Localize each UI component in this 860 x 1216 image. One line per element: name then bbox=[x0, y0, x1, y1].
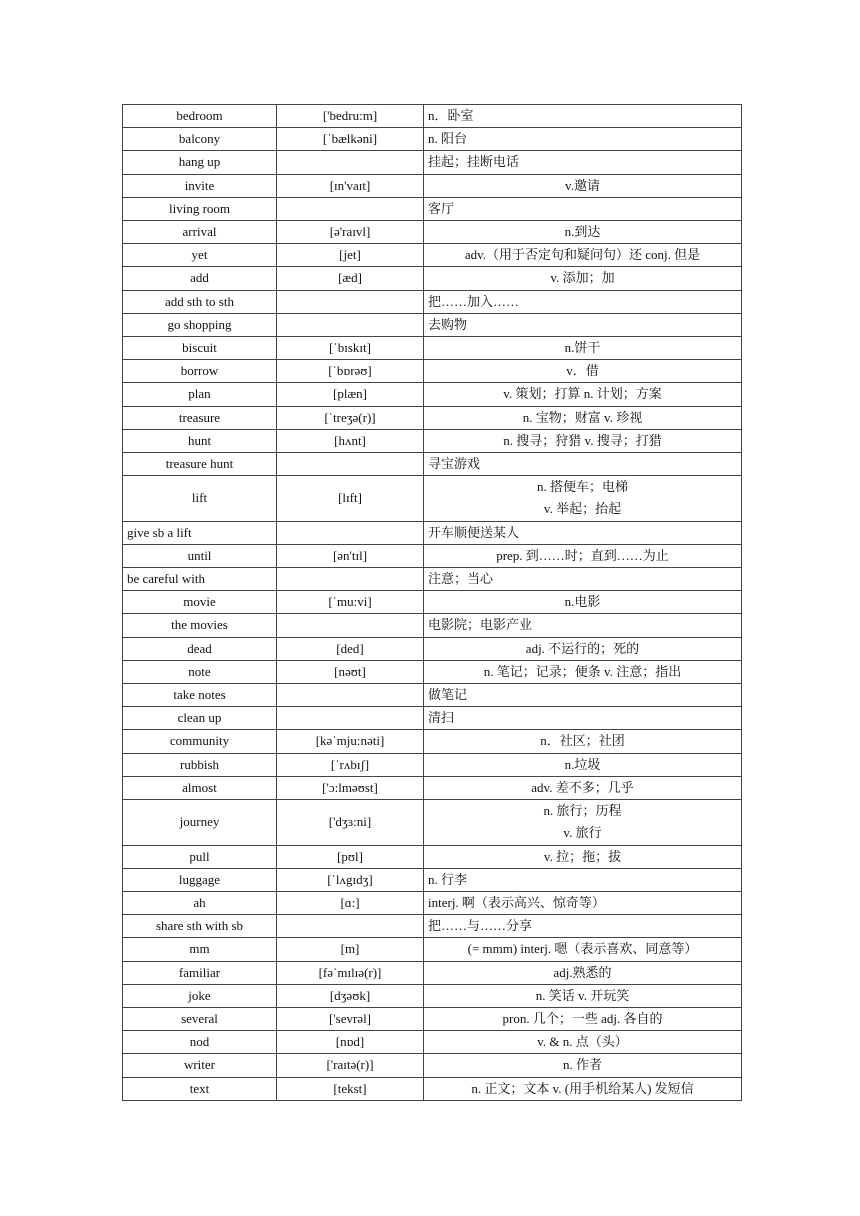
vocab-row bbox=[123, 961, 742, 984]
phonetic-cell bbox=[277, 521, 424, 544]
phonetic-cell: [ɪn'vaɪt] bbox=[277, 174, 424, 197]
meaning-line: 挂起；挂断电话 bbox=[428, 154, 520, 170]
word-cell: treasure hunt bbox=[123, 453, 277, 476]
vocab-row bbox=[123, 313, 742, 336]
phonetic-cell: [ˈbɪskɪt] bbox=[277, 337, 424, 360]
meaning-cell bbox=[424, 591, 742, 614]
vocab-row bbox=[123, 891, 742, 914]
vocab-row bbox=[123, 105, 742, 128]
vocab-row bbox=[123, 776, 742, 799]
meaning-line: n. 宝物；财富 v. 珍视 bbox=[522, 409, 643, 425]
meaning-cell bbox=[424, 915, 742, 938]
meaning-cell bbox=[424, 476, 742, 521]
word-cell: give sb a lift bbox=[123, 521, 277, 544]
meaning-line: n．社区；社团 bbox=[540, 733, 625, 749]
word-cell: the movies bbox=[123, 614, 277, 637]
meaning-cell bbox=[424, 383, 742, 406]
phonetic-cell: [lɪft] bbox=[277, 476, 424, 521]
meaning-line: v. 策划；打算 n. 计划；方案 bbox=[503, 386, 662, 402]
phonetic-cell: [æd] bbox=[277, 267, 424, 290]
meaning-line: n. 笔记；记录；便条 v. 注意；指出 bbox=[483, 663, 682, 679]
meaning-cell bbox=[424, 1007, 742, 1030]
word-cell: familiar bbox=[123, 961, 277, 984]
meaning-cell bbox=[424, 1077, 742, 1100]
meaning-line: v.邀请 bbox=[565, 177, 600, 193]
phonetic-cell: ['sevrəl] bbox=[277, 1007, 424, 1030]
meaning-cell bbox=[424, 984, 742, 1007]
meaning-line: n. 正文；文本 v. (用手机给某人) 发短信 bbox=[471, 1080, 694, 1096]
word-cell: balcony bbox=[123, 128, 277, 151]
vocab-row bbox=[123, 128, 742, 151]
meaning-cell bbox=[424, 568, 742, 591]
vocab-row bbox=[123, 383, 742, 406]
phonetic-cell: ['raɪtə(r)] bbox=[277, 1054, 424, 1077]
word-cell: go shopping bbox=[123, 313, 277, 336]
meaning-cell bbox=[424, 544, 742, 567]
meaning-line: 寻宝游戏 bbox=[428, 456, 481, 472]
meaning-cell bbox=[424, 868, 742, 891]
meaning-cell bbox=[424, 128, 742, 151]
word-cell: add sth to sth bbox=[123, 290, 277, 313]
phonetic-cell: [ˈmu:vi] bbox=[277, 591, 424, 614]
vocab-row bbox=[123, 1077, 742, 1100]
meaning-cell bbox=[424, 521, 742, 544]
meaning-line: v. 举起；抬起 bbox=[543, 501, 622, 517]
phonetic-cell: [ˈbɒrəʊ] bbox=[277, 360, 424, 383]
phonetic-cell: [fəˈmɪlɪə(r)] bbox=[277, 961, 424, 984]
vocab-row bbox=[123, 800, 742, 845]
meaning-cell bbox=[424, 453, 742, 476]
word-cell: borrow bbox=[123, 360, 277, 383]
meaning-line: n.垃圾 bbox=[564, 756, 601, 772]
meaning-line: n.到达 bbox=[564, 224, 601, 240]
phonetic-cell bbox=[277, 313, 424, 336]
word-cell: rubbish bbox=[123, 753, 277, 776]
vocab-row bbox=[123, 360, 742, 383]
vocab-row bbox=[123, 290, 742, 313]
meaning-cell bbox=[424, 614, 742, 637]
meaning-line: pron. 几个；一些 adj. 各自的 bbox=[502, 1010, 663, 1026]
word-cell: clean up bbox=[123, 707, 277, 730]
word-cell: journey bbox=[123, 800, 277, 845]
phonetic-cell: ['ɔ:lməʊst] bbox=[277, 776, 424, 799]
meaning-cell bbox=[424, 221, 742, 244]
word-cell: bedroom bbox=[123, 105, 277, 128]
phonetic-cell: [tekst] bbox=[277, 1077, 424, 1100]
word-cell: luggage bbox=[123, 868, 277, 891]
vocab-row bbox=[123, 476, 742, 521]
meaning-line: v. 拉；拖；拔 bbox=[543, 848, 622, 864]
vocab-row bbox=[123, 151, 742, 174]
meaning-line: n. 笑话 v. 开玩笑 bbox=[535, 987, 630, 1003]
meaning-line: 做笔记 bbox=[428, 687, 468, 703]
phonetic-cell: [dʒəʊk] bbox=[277, 984, 424, 1007]
word-cell: hang up bbox=[123, 151, 277, 174]
word-cell: dead bbox=[123, 637, 277, 660]
meaning-line: interj. 啊（表示高兴、惊奇等） bbox=[428, 894, 605, 910]
phonetic-cell: [kəˈmju:nəti] bbox=[277, 730, 424, 753]
meaning-cell bbox=[424, 707, 742, 730]
word-cell: add bbox=[123, 267, 277, 290]
vocab-row bbox=[123, 521, 742, 544]
meaning-line: adj.熟悉的 bbox=[553, 964, 612, 980]
meaning-line: v. 旅行 bbox=[563, 825, 602, 841]
vocab-row bbox=[123, 868, 742, 891]
vocab-row bbox=[123, 684, 742, 707]
word-cell: text bbox=[123, 1077, 277, 1100]
meaning-line: 把……与……分享 bbox=[428, 918, 533, 934]
meaning-cell bbox=[424, 776, 742, 799]
vocabulary-table bbox=[122, 104, 742, 1101]
meaning-cell bbox=[424, 1031, 742, 1054]
meaning-line: adj. 不运行的；死的 bbox=[525, 640, 640, 656]
meaning-line: (= mmm) interj. 嗯（表示喜欢、同意等） bbox=[467, 941, 698, 957]
meaning-line: 把……加入…… bbox=[428, 293, 520, 309]
vocab-row bbox=[123, 544, 742, 567]
word-cell: mm bbox=[123, 938, 277, 961]
vocab-row bbox=[123, 221, 742, 244]
meaning-line: v. & n. 点（头） bbox=[537, 1034, 628, 1050]
vocab-row bbox=[123, 845, 742, 868]
meaning-line: n. 作者 bbox=[562, 1057, 602, 1073]
phonetic-cell: [plæn] bbox=[277, 383, 424, 406]
word-cell: treasure bbox=[123, 406, 277, 429]
phonetic-cell: [nəʊt] bbox=[277, 660, 424, 683]
meaning-line: n.饼干 bbox=[564, 340, 601, 356]
phonetic-cell bbox=[277, 453, 424, 476]
meaning-line: 电影院；电影产业 bbox=[428, 617, 533, 633]
meaning-line: v. 添加；加 bbox=[550, 270, 615, 286]
phonetic-cell: [hʌnt] bbox=[277, 429, 424, 452]
meaning-cell bbox=[424, 660, 742, 683]
word-cell: pull bbox=[123, 845, 277, 868]
vocab-row bbox=[123, 1054, 742, 1077]
phonetic-cell: [ɑ:] bbox=[277, 891, 424, 914]
phonetic-cell: ['dʒɜ:ni] bbox=[277, 800, 424, 845]
word-cell: hunt bbox=[123, 429, 277, 452]
meaning-line: n. 搜寻；狩猎 v. 搜寻；打猎 bbox=[503, 432, 662, 448]
word-cell: biscuit bbox=[123, 337, 277, 360]
vocab-row bbox=[123, 730, 742, 753]
meaning-cell bbox=[424, 938, 742, 961]
meaning-line: n. 行李 bbox=[428, 871, 468, 887]
phonetic-cell bbox=[277, 684, 424, 707]
meaning-line: n．卧室 bbox=[428, 108, 474, 123]
phonetic-cell: [ˈrʌbɪʃ] bbox=[277, 753, 424, 776]
meaning-cell bbox=[424, 800, 742, 845]
phonetic-cell bbox=[277, 151, 424, 174]
meaning-cell bbox=[424, 337, 742, 360]
phonetic-cell: [ən'tɪl] bbox=[277, 544, 424, 567]
phonetic-cell: [jet] bbox=[277, 244, 424, 267]
meaning-line: n. 阳台 bbox=[428, 131, 468, 147]
vocab-row bbox=[123, 637, 742, 660]
vocab-row bbox=[123, 915, 742, 938]
meaning-cell bbox=[424, 197, 742, 220]
phonetic-cell: [ə'raɪvl] bbox=[277, 221, 424, 244]
word-cell: yet bbox=[123, 244, 277, 267]
phonetic-cell bbox=[277, 707, 424, 730]
meaning-cell bbox=[424, 105, 742, 128]
word-cell: invite bbox=[123, 174, 277, 197]
vocab-row bbox=[123, 614, 742, 637]
meaning-line: v．借 bbox=[566, 363, 599, 379]
vocab-row bbox=[123, 660, 742, 683]
meaning-line: n.电影 bbox=[564, 594, 601, 610]
vocab-row bbox=[123, 174, 742, 197]
vocab-row bbox=[123, 267, 742, 290]
meaning-cell bbox=[424, 429, 742, 452]
meaning-cell bbox=[424, 891, 742, 914]
word-cell: writer bbox=[123, 1054, 277, 1077]
meaning-cell bbox=[424, 290, 742, 313]
meaning-cell bbox=[424, 313, 742, 336]
phonetic-cell: [pʊl] bbox=[277, 845, 424, 868]
word-cell: note bbox=[123, 660, 277, 683]
meaning-cell bbox=[424, 961, 742, 984]
word-cell: be careful with bbox=[123, 568, 277, 591]
word-cell: living room bbox=[123, 197, 277, 220]
meaning-line: 去购物 bbox=[428, 316, 468, 332]
meaning-line: adv. 差不多；几乎 bbox=[531, 779, 634, 795]
word-cell: until bbox=[123, 544, 277, 567]
phonetic-cell: [m] bbox=[277, 938, 424, 961]
phonetic-cell bbox=[277, 197, 424, 220]
meaning-cell bbox=[424, 845, 742, 868]
meaning-line: n. 搭便车；电梯 bbox=[536, 479, 628, 495]
vocab-row bbox=[123, 568, 742, 591]
word-cell: several bbox=[123, 1007, 277, 1030]
word-cell: nod bbox=[123, 1031, 277, 1054]
meaning-cell bbox=[424, 360, 742, 383]
phonetic-cell bbox=[277, 568, 424, 591]
phonetic-cell: [ded] bbox=[277, 637, 424, 660]
word-cell: movie bbox=[123, 591, 277, 614]
word-cell: ah bbox=[123, 891, 277, 914]
word-cell: joke bbox=[123, 984, 277, 1007]
phonetic-cell: [ˈlʌgɪdʒ] bbox=[277, 868, 424, 891]
meaning-cell bbox=[424, 637, 742, 660]
vocab-row bbox=[123, 1031, 742, 1054]
meaning-cell bbox=[424, 151, 742, 174]
phonetic-cell: ['bedru:m] bbox=[277, 105, 424, 128]
meaning-cell bbox=[424, 684, 742, 707]
word-cell: take notes bbox=[123, 684, 277, 707]
meaning-cell bbox=[424, 244, 742, 267]
meaning-cell bbox=[424, 730, 742, 753]
meaning-line: 客厅 bbox=[428, 200, 455, 216]
vocab-row bbox=[123, 197, 742, 220]
vocab-row bbox=[123, 1007, 742, 1030]
meaning-cell bbox=[424, 267, 742, 290]
vocab-row bbox=[123, 453, 742, 476]
vocab-row bbox=[123, 406, 742, 429]
vocab-row bbox=[123, 337, 742, 360]
phonetic-cell: [ˈtreʒə(r)] bbox=[277, 406, 424, 429]
meaning-cell bbox=[424, 406, 742, 429]
meaning-line: prep. 到……时；直到……为止 bbox=[496, 547, 669, 563]
meaning-line: 注意；当心 bbox=[428, 571, 494, 587]
vocab-row bbox=[123, 244, 742, 267]
vocab-row bbox=[123, 984, 742, 1007]
word-cell: community bbox=[123, 730, 277, 753]
word-cell: plan bbox=[123, 383, 277, 406]
word-cell: lift bbox=[123, 476, 277, 521]
word-cell: almost bbox=[123, 776, 277, 799]
word-cell: share sth with sb bbox=[123, 915, 277, 938]
phonetic-cell: [ˈbælkəni] bbox=[277, 128, 424, 151]
vocab-row bbox=[123, 429, 742, 452]
phonetic-cell: [nɒd] bbox=[277, 1031, 424, 1054]
meaning-cell bbox=[424, 753, 742, 776]
meaning-line: 开车顺便送某人 bbox=[428, 524, 520, 540]
meaning-cell bbox=[424, 1054, 742, 1077]
vocab-row bbox=[123, 707, 742, 730]
meaning-cell bbox=[424, 174, 742, 197]
phonetic-cell bbox=[277, 290, 424, 313]
word-cell: arrival bbox=[123, 221, 277, 244]
meaning-line: adv.（用于否定句和疑问句）还 conj. 但是 bbox=[464, 247, 701, 263]
vocabulary-table-body bbox=[123, 105, 742, 1101]
phonetic-cell bbox=[277, 614, 424, 637]
meaning-line: 清扫 bbox=[428, 710, 455, 726]
meaning-line: n. 旅行；历程 bbox=[543, 803, 622, 819]
vocab-row bbox=[123, 938, 742, 961]
vocab-row bbox=[123, 753, 742, 776]
vocab-row bbox=[123, 591, 742, 614]
phonetic-cell bbox=[277, 915, 424, 938]
